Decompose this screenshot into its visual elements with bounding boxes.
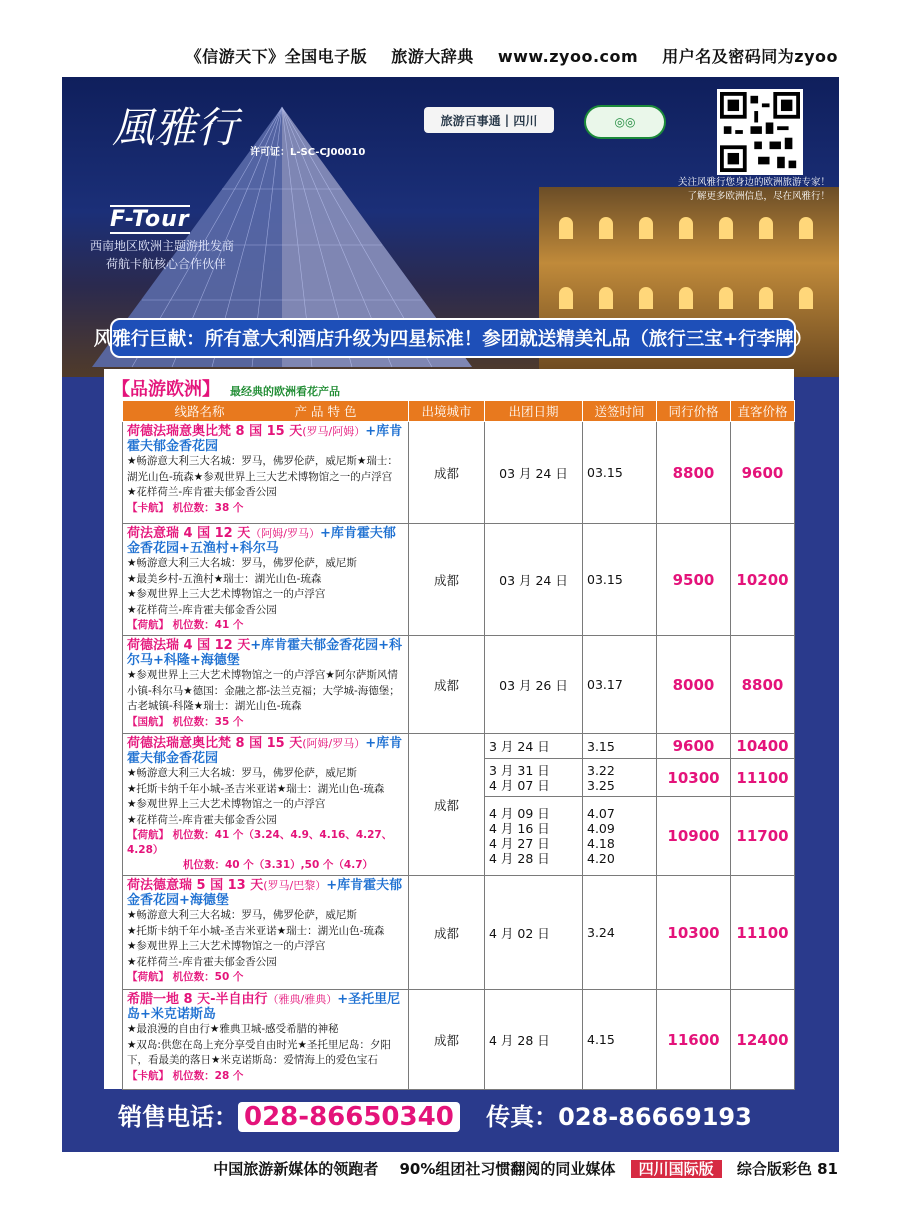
globe-logo-icon: ◎◎ bbox=[584, 105, 666, 139]
trade-price: 8800 bbox=[657, 422, 731, 524]
departure-city: 成都 bbox=[409, 524, 485, 636]
col-header-route: 线路名称 产 品 特 色 bbox=[123, 401, 409, 422]
product-panel bbox=[104, 369, 794, 1089]
col-header-retail-price: 直客价格 bbox=[731, 401, 795, 422]
col-header-visa: 送签时间 bbox=[583, 401, 657, 422]
website-link[interactable]: www.zyoo.com bbox=[497, 47, 639, 66]
follow-note: 关注风雅行您身边的欧洲旅游专家！ 了解更多欧洲信息，尽在风雅行！ bbox=[677, 177, 830, 202]
visa-date: 03.17 bbox=[583, 636, 657, 734]
contact-bar bbox=[118, 1097, 752, 1132]
departure-date: 4 月 09 日 4 月 16 日 4 月 27 日 4 月 28 日 bbox=[485, 796, 583, 875]
departure-city: 成都 bbox=[409, 990, 485, 1090]
departure-date: 03 月 24 日 bbox=[485, 524, 583, 636]
trade-price: 10300 bbox=[657, 759, 731, 796]
footer-slogan-2: 90%组团社习惯翻阅的同业媒体 bbox=[399, 1160, 616, 1178]
promo-banner: 风雅行巨献：所有意大利酒店升级为四星标准！参团就送精美礼品（旅行三宝+行李牌） bbox=[110, 318, 796, 358]
retail-price: 8800 bbox=[731, 636, 795, 734]
route-desc: 荷德法瑞意奥比梵 8 国 15 天(罗马/阿姆）+库肯霍夫郁金香花园 ★畅游意大利三大名城：罗马，佛罗伦萨，威尼斯★瑞士：湖光山色-琉森★参观世界上三大艺术博物馆之一的卢浮宫 ★花样荷兰-库肯霍夫郁金香公园 【卡航】 机位数：38 个 bbox=[123, 422, 409, 524]
route-desc: 荷法德意瑞 5 国 13 天(罗马/巴黎）+库肯霍夫郁金香花园+海德堡 ★畅游意大利三大名城：罗马，佛罗伦萨，威尼斯 ★托斯卡纳千年小城-圣吉米亚诺★瑞士：湖光山色-琉森 ★参观世界上三大艺术博物馆之一的卢浮宫 ★花样荷兰-库肯霍夫郁金香公园 【荷航】 机位数：50 个 bbox=[123, 876, 409, 990]
col-header-city: 出境城市 bbox=[409, 401, 485, 422]
retail-price: 11100 bbox=[731, 759, 795, 796]
departure-date: 03 月 26 日 bbox=[485, 636, 583, 734]
visa-date: 4.15 bbox=[583, 990, 657, 1090]
top-header bbox=[0, 44, 838, 67]
departure-city: 成都 bbox=[409, 734, 485, 876]
departure-date: 3 月 31 日 4 月 07 日 bbox=[485, 759, 583, 796]
brand-partner-note: 荷航卡航核心合作伙伴 bbox=[106, 257, 227, 271]
departure-date: 03 月 24 日 bbox=[485, 422, 583, 524]
trade-price: 9500 bbox=[657, 524, 731, 636]
magazine-title: 《信游天下》全国电子版 bbox=[185, 47, 368, 66]
route-desc: 希腊一地 8 天-半自由行（雅典/雅典）+圣托里尼岛+米克诺斯岛 ★最浪漫的自由行★雅典卫城-感受希腊的神秘 ★双岛:供您在岛上充分享受自由时光★圣托里尼岛：夕阳下，看最美的落日★米克诺斯岛：爱情海上的爱色宝石 【卡航】 机位数：28 个 bbox=[123, 990, 409, 1090]
col-header-date: 出团日期 bbox=[485, 401, 583, 422]
retail-price: 11100 bbox=[731, 876, 795, 990]
trade-price: 8000 bbox=[657, 636, 731, 734]
departure-date: 4 月 28 日 bbox=[485, 990, 583, 1090]
footer-slogan-1: 中国旅游新媒体的领跑者 bbox=[213, 1160, 379, 1178]
phone-label: 销售电话： bbox=[118, 1103, 238, 1131]
section-title: 【品游欧洲】 最经典的欧洲看花产品 bbox=[112, 379, 340, 400]
retail-price: 11700 bbox=[731, 796, 795, 875]
fax-number[interactable]: 028-86669193 bbox=[558, 1103, 752, 1131]
table-header-row bbox=[123, 401, 795, 422]
table-row[interactable] bbox=[123, 524, 795, 636]
retail-price: 10400 bbox=[731, 734, 795, 759]
departure-city: 成都 bbox=[409, 876, 485, 990]
route-table bbox=[122, 400, 795, 1090]
retail-price: 9600 bbox=[731, 422, 795, 524]
brand-name: F-Tour bbox=[110, 207, 190, 232]
section-subtitle: 最经典的欧洲看花产品 bbox=[230, 385, 340, 398]
footer-section: 综合版彩色 bbox=[736, 1160, 812, 1178]
visa-date: 3.24 bbox=[583, 876, 657, 990]
trade-price: 10900 bbox=[657, 796, 731, 875]
route-desc: 荷德法瑞意奥比梵 8 国 15 天(阿姆/罗马）+库肯霍夫郁金香花园 ★畅游意大利三大名城：罗马，佛罗伦萨，威尼斯 ★托斯卡纳千年小城-圣吉米亚诺★瑞士：湖光山色-琉森 ★参观世界上三大艺术博物馆之一的卢浮宫 ★花样荷兰-库肯霍夫郁金香公园 【荷航】 机位数：41 个（3.24、4.9、4.16、4.27、4.28） 机位数：40 个（3.31）,50 个（4.7） bbox=[123, 734, 409, 876]
visa-date: 03.15 bbox=[583, 422, 657, 524]
table-row[interactable] bbox=[123, 990, 795, 1090]
trade-price: 9600 bbox=[657, 734, 731, 759]
visa-date: 3.22 3.25 bbox=[583, 759, 657, 796]
visa-date: 3.15 bbox=[583, 734, 657, 759]
trade-price: 11600 bbox=[657, 990, 731, 1090]
fax-label: 传真： bbox=[486, 1103, 559, 1131]
table-row[interactable] bbox=[123, 636, 795, 734]
table-row[interactable] bbox=[123, 422, 795, 524]
table-row[interactable] bbox=[123, 876, 795, 990]
route-desc: 荷法意瑞 4 国 12 天（阿姆/罗马）+库肯霍夫郁金香花园+五渔村+科尔马 ★畅游意大利三大名城：罗马，佛罗伦萨，威尼斯 ★最美乡村-五渔村★瑞士：湖光山色-琉森 ★参观世界上三大艺术博物馆之一的卢浮宫 ★花样荷兰-库肯霍夫郁金香公园 【荷航】 机位数：41 个 bbox=[123, 524, 409, 636]
route-desc: 荷德法瑞 4 国 12 天+库肯霍夫郁金香花园+科尔马+科隆+海德堡 ★参观世界上三大艺术博物馆之一的卢浮宫★阿尔萨斯风情小镇-科尔马★德国：金融之都-法兰克福；大学城-海德堡；古老城镇-科隆★瑞士：湖光山色-琉森 【国航】 机位数：35 个 bbox=[123, 636, 409, 734]
phone-number[interactable]: 028-86650340 bbox=[238, 1102, 460, 1132]
retail-price: 12400 bbox=[731, 990, 795, 1090]
table-row[interactable] bbox=[123, 734, 795, 759]
brand-tagline: 西南地区欧洲主题游批发商 bbox=[90, 239, 235, 253]
trade-price: 10300 bbox=[657, 876, 731, 990]
advert-poster bbox=[62, 77, 839, 1152]
login-note: 用户名及密码同为zyoo bbox=[662, 47, 838, 66]
page-number: 81 bbox=[817, 1160, 838, 1178]
license-number: 许可证：L-SC-CJ00010 bbox=[250, 147, 366, 158]
col-header-trade-price: 同行价格 bbox=[657, 401, 731, 422]
departure-date: 4 月 02 日 bbox=[485, 876, 583, 990]
dictionary-title: 旅游大辞典 bbox=[391, 47, 474, 66]
departure-city: 成都 bbox=[409, 422, 485, 524]
departure-city: 成都 bbox=[409, 636, 485, 734]
partner-logo: 旅游百事通 | 四川 bbox=[424, 107, 554, 133]
visa-date: 03.15 bbox=[583, 524, 657, 636]
hero-photo bbox=[62, 77, 839, 377]
departure-date: 3 月 24 日 bbox=[485, 734, 583, 759]
qr-code-icon[interactable] bbox=[717, 89, 803, 175]
retail-price: 10200 bbox=[731, 524, 795, 636]
page-footer bbox=[0, 1158, 838, 1179]
visa-date: 4.07 4.09 4.18 4.20 bbox=[583, 796, 657, 875]
brand-logo: 風雅行 bbox=[112, 103, 239, 152]
edition-badge: 四川国际版 bbox=[631, 1160, 722, 1178]
